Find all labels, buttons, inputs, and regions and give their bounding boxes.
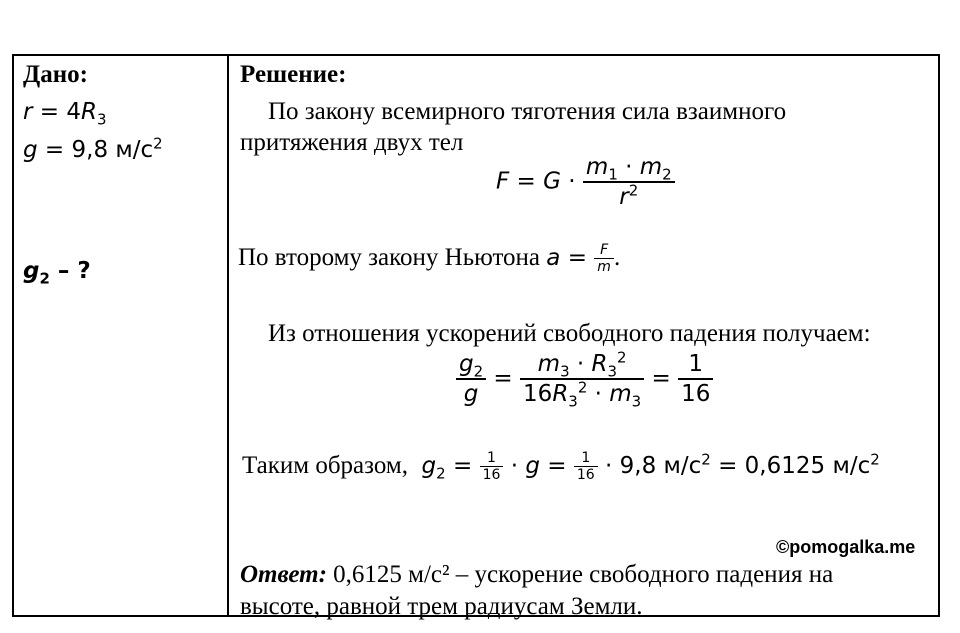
newton-law-line: По второму закону Ньютона a = $\frac{F}{m}$ . <box>238 242 621 275</box>
answer-line-2: высоте, равной трем радиусам Земли. <box>240 593 643 620</box>
ratio-intro: Из отношения ускорений свободного падения получаем: <box>268 320 871 347</box>
watermark: ©pomogalka.me <box>776 537 916 557</box>
answer-line-1 <box>240 562 833 587</box>
ratio-formula: $\frac{g_2}{g}$ = $\frac{m_3 \cdot R_3^2}{16R_3^2 \cdot m_3}$ = $\frac{1}{16}$ <box>456 350 713 408</box>
given-header: Дано: <box>23 61 88 88</box>
result-intro: Таким образом, <box>242 452 408 479</box>
given-gravity: g = 9,8 $м/с^2$ <box>23 134 163 163</box>
given-find: $g_2$ – ? <box>23 258 91 288</box>
answer-label: Ответ: <box>240 561 327 588</box>
answer-text-1: 0,6125 м/с² – ускорение свободного падения на <box>333 561 834 588</box>
solution-header: Решение: <box>240 61 347 88</box>
column-divider <box>227 54 229 617</box>
law-text-2: притяжения двух тел <box>240 129 464 156</box>
given-radius: $r = 4R_3$ <box>23 99 107 129</box>
newton-law-text: По второму закону Ньютона <box>238 244 541 271</box>
law-text-1: По закону всемирного тяготения сила взаимного <box>268 98 787 125</box>
result-line: Таким образом, $g_2$ = $\frac{1}{16}$ · g = $\frac{1}{16}$ · 9,8 $м/с^2 = 0,6125$ $м/с^2$ <box>242 450 880 483</box>
gravity-formula: F = G · $\frac{m_1 \cdot m_2}{r^2}$ <box>496 153 675 211</box>
